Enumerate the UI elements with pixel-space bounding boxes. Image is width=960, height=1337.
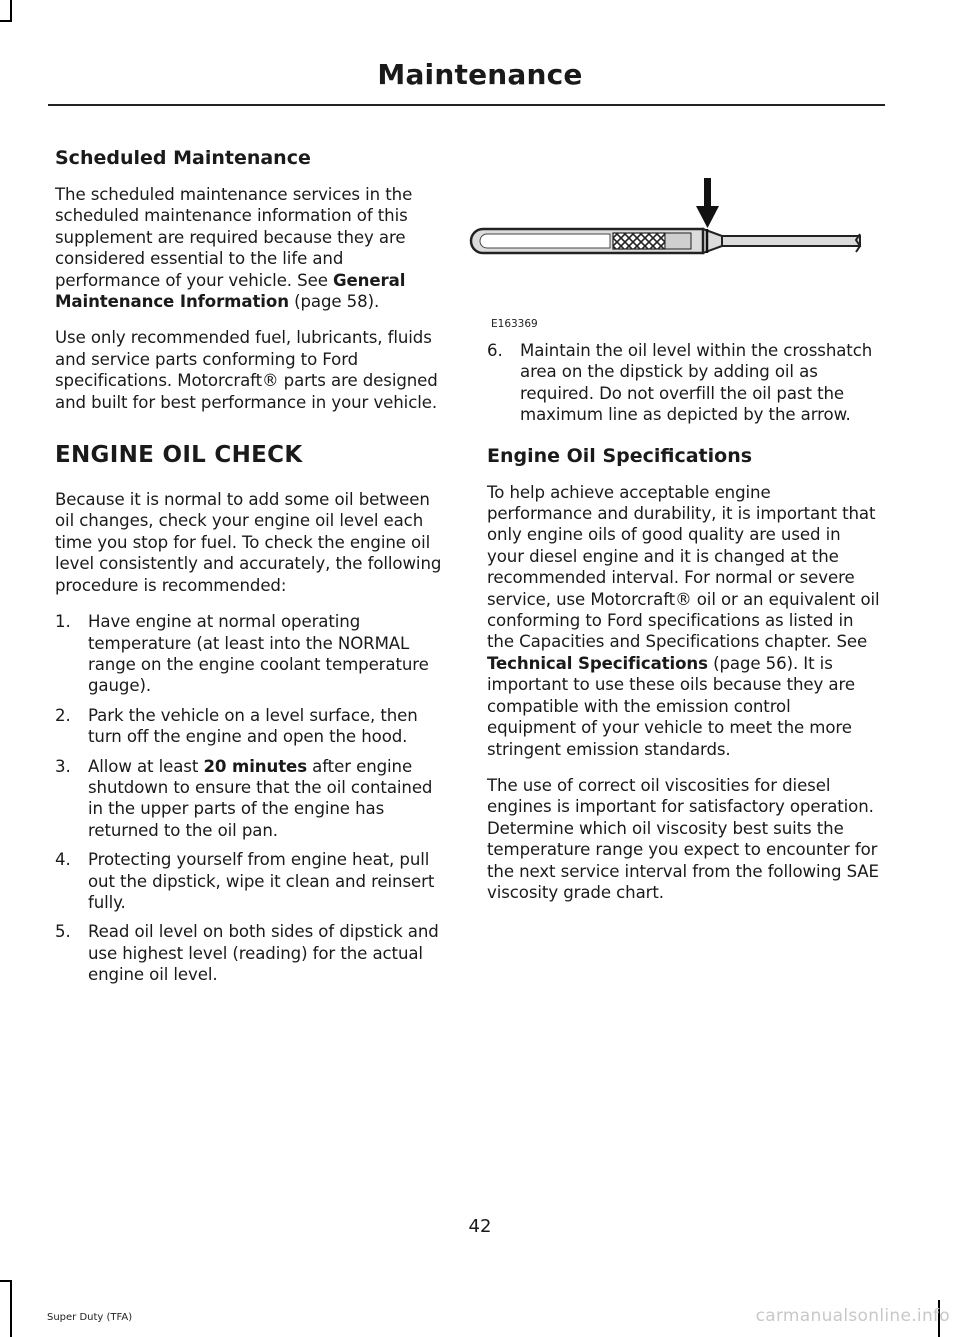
step-text-post: after engine shutdown to ensure that the oil contained in the upper parts of the engine has returned to the oil pan. [88,756,433,840]
step-text-pre: Allow at least [88,756,204,776]
step-text: Read oil level on both sides of dipstick and use highest level (reading) for the actual engine oil level. [88,922,439,985]
engine-oil-check-heading: ENGINE OIL CHECK [55,442,303,469]
arrow-icon [696,178,719,228]
step-number: 1. [55,612,71,632]
procedure-steps-continued [487,340,880,426]
list-item [487,340,880,426]
technical-specifications-link[interactable]: Technical Specifications [487,653,708,673]
dipstick-illustration [465,170,885,335]
engine-oil-specifications-heading: Engine Oil Specifications [487,444,753,467]
footer-label: Super Duty (TFA) [47,1312,133,1323]
crop-mark-bottom-left-h [0,1280,12,1282]
list-item [55,921,450,985]
list-item [55,756,450,842]
list-item [55,849,450,913]
step-number: 5. [55,922,71,942]
scheduled-maintenance-paragraph-2: Use only recommended fuel, lubricants, fluids and service parts conforming to Ford specifications. Motorcraft® parts are designed and built for best performance in your vehicle. [55,328,438,412]
list-item [55,611,450,697]
spec-p1-text: To help achieve acceptable engine performance and durability, it is important that only engine oils of good quality are used in your diesel engine and it is changed at the recommended interval. For normal or severe service, use Motorcraft® oil or an equivalent oil conforming to Ford specifications as listed in the Capacities and Specifications chapter. See [487,482,880,652]
page-title: Maintenance [377,58,583,91]
specifications-paragraph-2: The use of correct oil viscosities for diesel engines is important for satisfactory operation. Determine which oil viscosity best suits the temperature range you expect to encounter for the next service interval from the following SAE viscosity grade chart. [487,775,879,902]
engine-oil-intro: Because it is normal to add some oil between oil changes, check your engine oil level each time you stop for fuel. To check the engine oil level consistently and accurately, the following procedure is recommended: [55,490,442,595]
step-text: Maintain the oil level within the crosshatch area on the dipstick by adding oil as required. Do not overfill the oil past the maximum line as depicted by the arrow. [520,341,873,425]
crop-mark-bottom-left-v [10,1280,12,1337]
scheduled-maintenance-heading: Scheduled Maintenance [55,147,311,169]
step-number: 4. [55,850,71,870]
left-column [55,140,450,994]
procedure-steps [55,611,450,986]
step-text-bold: 20 minutes [203,756,307,776]
right-column [487,340,880,918]
step-number: 6. [487,341,503,360]
dipstick-icon [471,229,860,253]
step-number: 3. [55,756,71,776]
step-number: 2. [55,705,71,725]
scheduled-p1-text: The scheduled maintenance services in the scheduled maintenance information of this supplement are required because they are considered essential to the life and performance of your vehicle. See [55,185,413,290]
scheduled-maintenance-paragraph-1 [55,184,450,312]
crop-mark-top-left-h [0,20,12,22]
header-divider [48,104,885,106]
page-number: 42 [468,1216,492,1237]
specifications-paragraph-1 [487,482,880,760]
spec-p1-rest: (page 56). It is important to use these oils because they are compatible with the emission control equipment of your vehicle to meet the more stringent emission standards. [487,653,855,759]
step-text: Have engine at normal operating temperature (at least into the NORMAL range on the engine coolant temperature gauge). [88,612,429,696]
general-maintenance-link[interactable]: General Maintenance Information [55,270,406,312]
watermark[interactable]: carmanualsonline.info [755,1306,950,1326]
figure-code: E163369 [491,318,538,330]
scheduled-p1-page: (page 58). [294,292,380,312]
step-text: Protecting yourself from engine heat, pull out the dipstick, wipe it clean and reinsert fully. [88,850,435,912]
step-text: Park the vehicle on a level surface, then turn off the engine and open the hood. [88,705,418,747]
list-item [55,705,450,748]
crop-mark-top-left-v [10,0,12,20]
